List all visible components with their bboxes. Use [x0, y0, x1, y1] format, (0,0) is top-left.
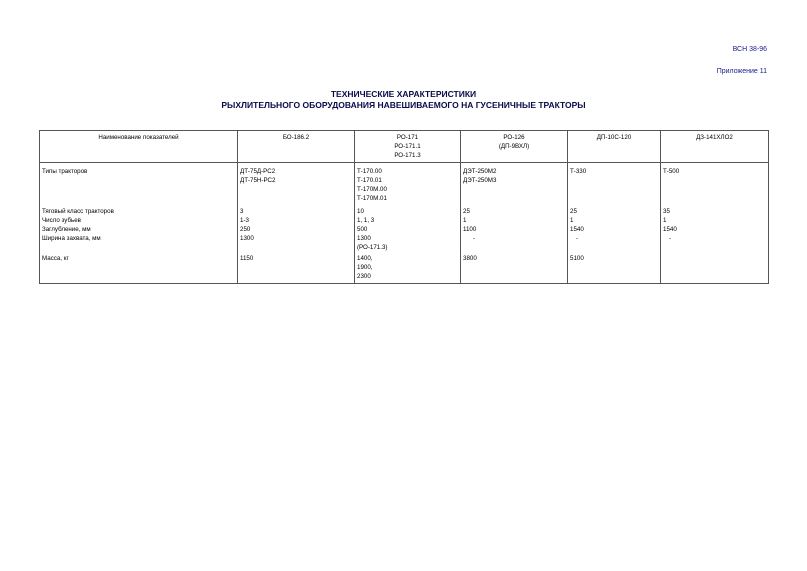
cell-line: Т-330	[570, 168, 587, 175]
table-cell	[661, 203, 769, 216]
header-line: РО-171.1	[394, 143, 421, 150]
cell-line: 35	[663, 208, 670, 215]
title-line-1: ТЕХНИЧЕСКИЕ ХАРАКТЕРИСТИКИ	[330, 89, 477, 99]
table-cell	[461, 216, 568, 225]
header-line: Наименование показателей	[98, 134, 179, 141]
cell-line: 1, 1, 3	[357, 217, 375, 224]
cell-line: 2300	[357, 273, 371, 280]
table-cell	[661, 216, 769, 225]
cell-line: -	[576, 235, 579, 242]
table-cell	[238, 234, 355, 252]
header-line: РО-126	[503, 134, 525, 141]
cell-line: 1	[463, 217, 467, 224]
cell-line: ДЭТ-250М3	[463, 177, 497, 184]
header-dz-141hlo2	[661, 131, 769, 163]
row-label: Заглубление, мм	[40, 225, 238, 234]
header-ro-171	[355, 131, 461, 163]
document-code: ВСН 38-96	[732, 46, 767, 53]
cell-line: 250	[240, 226, 251, 233]
table-cell	[568, 203, 661, 216]
table-row	[40, 163, 769, 204]
header-line: (ДП-9ВХЛ)	[498, 143, 530, 150]
row-label: Масса, кг	[40, 252, 238, 284]
row-label: Ширина захвата, мм	[40, 234, 238, 252]
header-dp-10s-120	[568, 131, 661, 163]
cell-line: 1540	[663, 226, 677, 233]
table-cell	[355, 234, 461, 252]
cell-line: 1300	[357, 235, 371, 242]
document-title	[0, 89, 807, 111]
table-row	[40, 216, 769, 225]
row-label: Тяговый класс тракторов	[40, 203, 238, 216]
row-label: Число зубьев	[40, 216, 238, 225]
table-cell	[355, 163, 461, 204]
cell-line: 1540	[570, 226, 584, 233]
cell-line: Т-500	[663, 168, 680, 175]
header-line: ДЗ-141ХЛО2	[696, 134, 733, 141]
cell-line: 10	[357, 208, 364, 215]
table-cell	[355, 216, 461, 225]
specifications-table	[39, 130, 769, 284]
table-cell	[461, 203, 568, 216]
appendix-number: Приложение 11	[716, 68, 767, 75]
table-cell	[355, 203, 461, 216]
table-cell	[461, 163, 568, 204]
table-cell	[238, 163, 355, 204]
cell-line: 1-3	[240, 217, 249, 224]
cell-line: ДЭТ-250М2	[463, 168, 497, 175]
table-cell	[568, 252, 661, 284]
table-cell	[461, 225, 568, 234]
cell-line: 1900,	[357, 264, 373, 271]
cell-line: 5100	[570, 255, 584, 262]
table-cell	[238, 203, 355, 216]
table-cell	[568, 216, 661, 225]
cell-line: 1400,	[357, 255, 373, 262]
cell-line: 3800	[463, 255, 477, 262]
table-cell	[355, 225, 461, 234]
cell-line: 1300	[240, 235, 254, 242]
table-cell	[238, 225, 355, 234]
cell-line: Т-170.00	[357, 168, 382, 175]
cell-line: 1	[570, 217, 574, 224]
cell-line: 500	[357, 226, 368, 233]
header-ro-126	[461, 131, 568, 163]
header-line: ДП-10С-120	[596, 134, 632, 141]
table-cell	[461, 252, 568, 284]
cell-line: Т-170М.01	[357, 195, 387, 202]
header-line: БО-186.2	[282, 134, 310, 141]
cell-line: 25	[463, 208, 470, 215]
table-header-row	[40, 131, 769, 163]
header-line: РО-171	[396, 134, 419, 141]
table-cell	[568, 234, 661, 252]
cell-line: -	[473, 235, 476, 242]
cell-line: 1150	[240, 255, 254, 262]
table-cell	[238, 252, 355, 284]
table-cell	[661, 225, 769, 234]
table-cell	[355, 252, 461, 284]
cell-line: 1	[663, 217, 667, 224]
cell-line: Т-170.01	[357, 177, 382, 184]
header-bo-186-2	[238, 131, 355, 163]
table-cell	[661, 234, 769, 252]
cell-line: 25	[570, 208, 577, 215]
cell-line: 1100	[463, 226, 477, 233]
table-cell	[461, 234, 568, 252]
row-label: Типы тракторов	[40, 163, 238, 204]
cell-line: ДТ-75Н-РС2	[240, 177, 276, 184]
table-row	[40, 252, 769, 284]
header-line: РО-171.3	[394, 152, 421, 159]
table-row	[40, 234, 769, 252]
header-parameter-name	[40, 131, 238, 163]
table-row	[40, 203, 769, 216]
cell-line: 3	[240, 208, 244, 215]
cell-line: ДТ-75Д-РС2	[240, 168, 276, 175]
table-cell	[568, 163, 661, 204]
table-cell	[661, 163, 769, 204]
table-row	[40, 225, 769, 234]
table-cell	[661, 252, 769, 284]
cell-line: -	[669, 235, 672, 242]
cell-line: Т-170М.00	[357, 186, 387, 193]
cell-line: (РО-171.3)	[357, 244, 388, 251]
table-cell	[568, 225, 661, 234]
title-line-2: РЫХЛИТЕЛЬНОГО ОБОРУДОВАНИЯ НАВЕШИВАЕМОГО НА ГУСЕНИЧНЫЕ ТРАКТОРЫ	[221, 100, 586, 110]
table-cell	[238, 216, 355, 225]
